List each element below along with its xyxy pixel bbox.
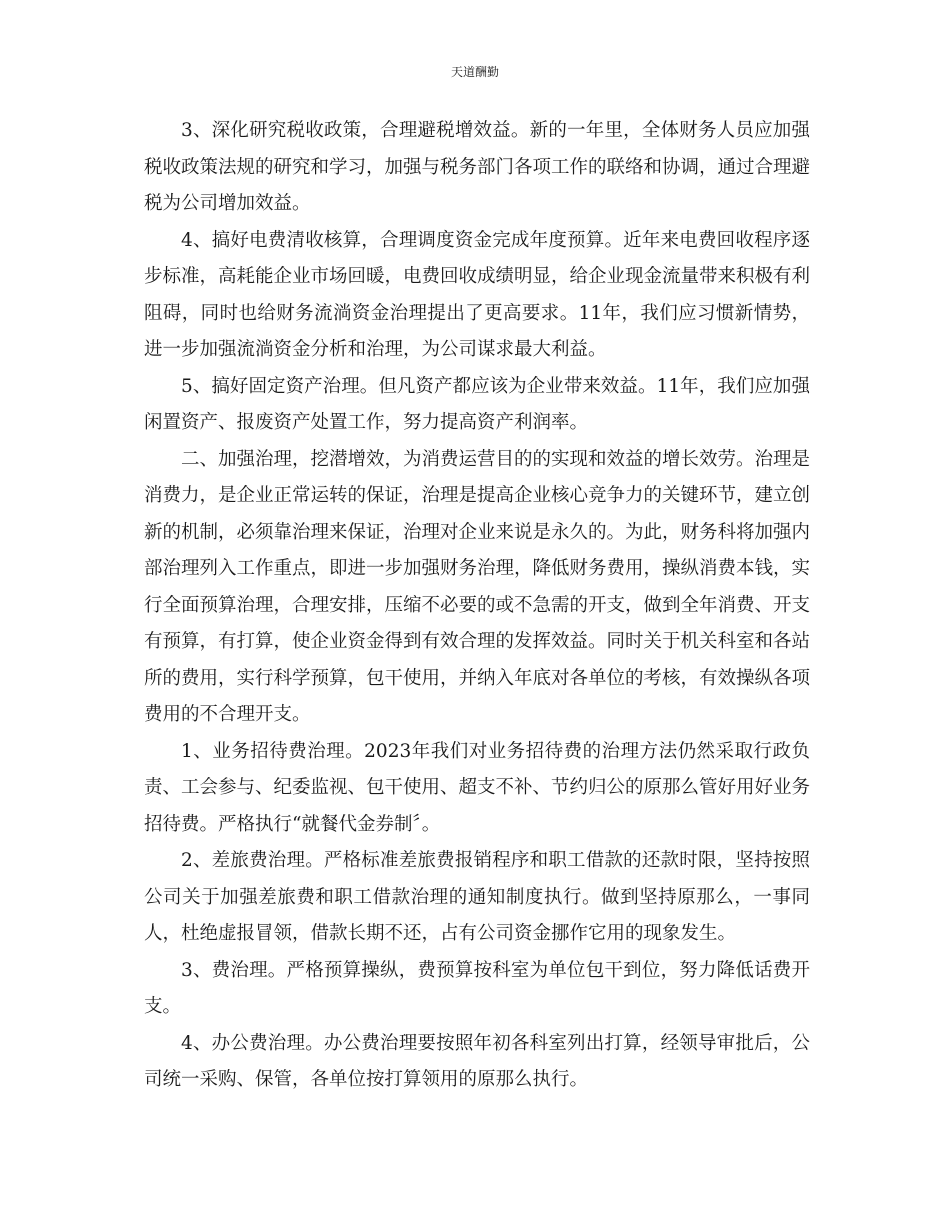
paragraph-tax-policy: 3、深化研究税收政策，合理避税增效益。新的一年里，全体财务人员应加强税收政策法规的研究和学习，加强与税务部门各项工作的联络和协调，通过合理避税为公司增加效益。 <box>144 120 811 214</box>
paragraph-fixed-assets: 5、搞好固定资产治理。但凡资产都应该为企业带来效益。11年，我们应加强闲置资产、报废资产处置工作，努力提高资产利润率。 <box>144 375 810 433</box>
page-header: 天道酬勤 <box>450 65 499 79</box>
document-body <box>144 113 810 1099</box>
paragraph-entertainment-fee: 1、业务招待费治理。2023年我们对业务招待费的治理方法仍然采取行政负责、工会参与、纪委监视、包干使用、超支不补、节约归公的原那么管好用好业务招待费。严格执行“就餐代金券制〞。 <box>144 740 811 835</box>
paragraph-travel-fee: 2、差旅费治理。严格标准差旅费报销程序和职工借款的还款时限，坚持按照公司关于加强差旅费和职工借款治理的通知制度执行。做到坚持原那么，一事同人，杜绝虚报冒领，借款长期不还，占有公司资金挪作它用的现象发生。 <box>144 850 810 944</box>
paragraph-management: 二、加强治理，挖潜增效，为消费运营目的的实现和效益的增长效劳。治理是消费力，是企业正常运转的保证，治理是提高企业核心竞争力的关键环节，建立创新的机制，必须靠治理来保证，治理对企业来说是永久的。为此，财务科将加强内部治理列入工作重点，即进一步加强财务治理，降低财务费用，操纵消费本钱，实行全面预算治理，合理安排，压缩不必要的或不急需的开支，做到全年消费、开支有预算，有打算，使企业资金得到有效合理的发挥效益。同时关于机关科室和各站所的费用，实行科学预算，包干使用，并纳入年底对各单位的考核，有效操纵各项费用的不合理开支。 <box>144 448 811 725</box>
paragraph-office-fee: 4、办公费治理。办公费治理要按照年初各科室列出打算，经领导审批后，公司统一采购、保管，各单位按打算领用的原那么执行。 <box>144 1032 810 1090</box>
paragraph-electricity-fee: 4、搞好电费清收核算，合理调度资金完成年度预算。近年来电费回收程序逐步标准，高耗能企业市场回暖，电费回收成绩明显，给企业现金流量带来积极有利阻碍，同时也给财务流淌资金治理提出了更高要求。11年，我们应习惯新情势，进一步加强流淌资金分析和治理，为公司谋求最大利益。 <box>144 229 811 360</box>
paragraph-phone-fee: 3、费治理。严格预算操纵，费预算按科室为单位包干到位，努力降低话费开支。 <box>144 959 810 1017</box>
